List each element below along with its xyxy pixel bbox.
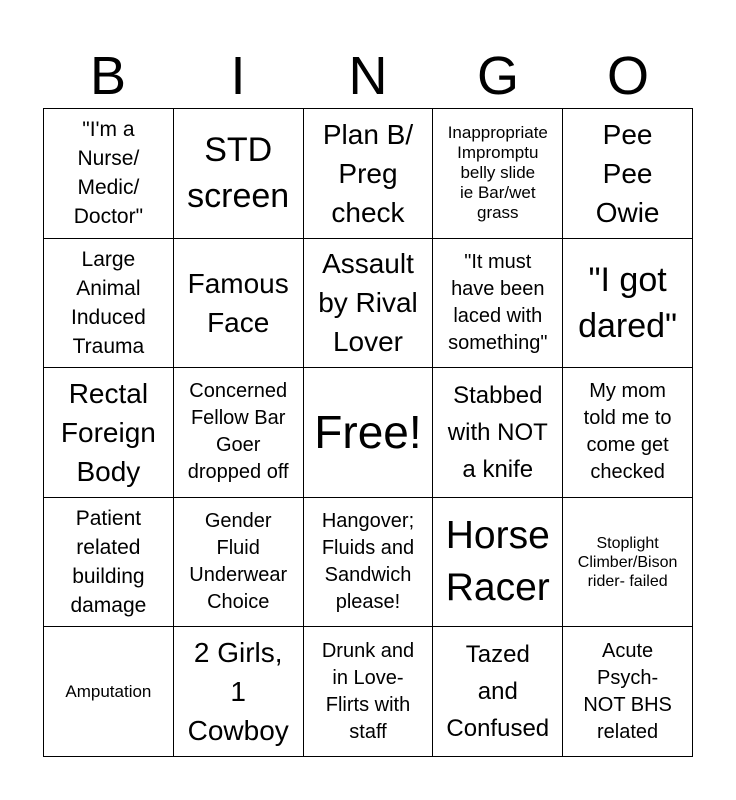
bingo-cell[interactable] bbox=[174, 239, 304, 369]
bingo-cell[interactable] bbox=[563, 498, 693, 628]
cell-text: Hangover; Fluids and Sandwich please! bbox=[321, 510, 415, 614]
cell-text: Famous Face bbox=[187, 267, 289, 338]
header-letter-n: N bbox=[348, 46, 388, 106]
cell-text: Plan B/ Preg check bbox=[322, 118, 414, 228]
cell-text: Inappropriate Impromptu belly slide ie Bar/wet grass bbox=[447, 123, 548, 223]
cell-text: 2 Girls, 1 Cowboy bbox=[187, 637, 289, 747]
bingo-cell[interactable] bbox=[563, 368, 693, 498]
bingo-cell[interactable] bbox=[174, 368, 304, 498]
cell-text: Patient related building damage bbox=[70, 507, 147, 618]
bingo-cell[interactable] bbox=[433, 109, 563, 239]
bingo-cell[interactable] bbox=[174, 109, 304, 239]
cell-text: Large Animal Induced Trauma bbox=[71, 247, 146, 358]
cell-text: Amputation bbox=[65, 681, 152, 701]
cell-text: Assault by Rival Lover bbox=[318, 248, 418, 358]
cell-text: Stoplight Climber/Bison rider- failed bbox=[577, 534, 678, 590]
bingo-cell[interactable] bbox=[44, 109, 174, 239]
bingo-cell[interactable] bbox=[433, 498, 563, 628]
header-letter-g: G bbox=[476, 46, 519, 106]
bingo-cell[interactable] bbox=[433, 368, 563, 498]
cell-text: "I got dared" bbox=[578, 260, 678, 345]
bingo-cell[interactable] bbox=[44, 368, 174, 498]
cell-text: Drunk and in Love- Flirts with staff bbox=[321, 639, 415, 743]
cell-text: Tazed and Confused bbox=[446, 641, 550, 743]
bingo-cell[interactable] bbox=[304, 239, 434, 369]
bingo-cell[interactable] bbox=[174, 498, 304, 628]
bingo-cell[interactable] bbox=[304, 109, 434, 239]
header-letter-i: I bbox=[230, 46, 246, 106]
bingo-cell[interactable] bbox=[563, 627, 693, 757]
header-letter-o: O bbox=[606, 46, 649, 106]
cell-text: "It must have been laced with something" bbox=[448, 250, 548, 354]
cell-text: Gender Fluid Underwear Choice bbox=[189, 510, 288, 614]
bingo-cell[interactable] bbox=[563, 109, 693, 239]
bingo-cell[interactable] bbox=[433, 239, 563, 369]
bingo-header bbox=[43, 44, 693, 108]
bingo-card-grid bbox=[43, 108, 693, 757]
bingo-cell[interactable] bbox=[44, 627, 174, 757]
free-space-text: Free! bbox=[314, 406, 422, 459]
cell-text: My mom told me to come get checked bbox=[583, 380, 672, 484]
bingo-cell[interactable] bbox=[44, 239, 174, 369]
header-letter-b: B bbox=[89, 46, 127, 106]
free-space-cell[interactable] bbox=[304, 368, 434, 498]
bingo-cell[interactable] bbox=[433, 627, 563, 757]
bingo-cell[interactable] bbox=[304, 498, 434, 628]
bingo-cell[interactable] bbox=[304, 627, 434, 757]
bingo-cell[interactable] bbox=[44, 498, 174, 628]
bingo-cell[interactable] bbox=[563, 239, 693, 369]
cell-text: Acute Psych- NOT BHS related bbox=[583, 639, 672, 743]
cell-text: Horse Racer bbox=[445, 514, 550, 610]
bingo-cell[interactable] bbox=[174, 627, 304, 757]
cell-text: Pee Pee Owie bbox=[595, 118, 660, 228]
cell-text: Concerned Fellow Bar Goer dropped off bbox=[187, 380, 289, 484]
cell-text: "I'm a Nurse/ Medic/ Doctor" bbox=[73, 118, 144, 229]
cell-text: Stabbed with NOT a knife bbox=[447, 381, 548, 483]
cell-text: STD screen bbox=[187, 131, 290, 216]
cell-text: Rectal Foreign Body bbox=[60, 377, 156, 487]
